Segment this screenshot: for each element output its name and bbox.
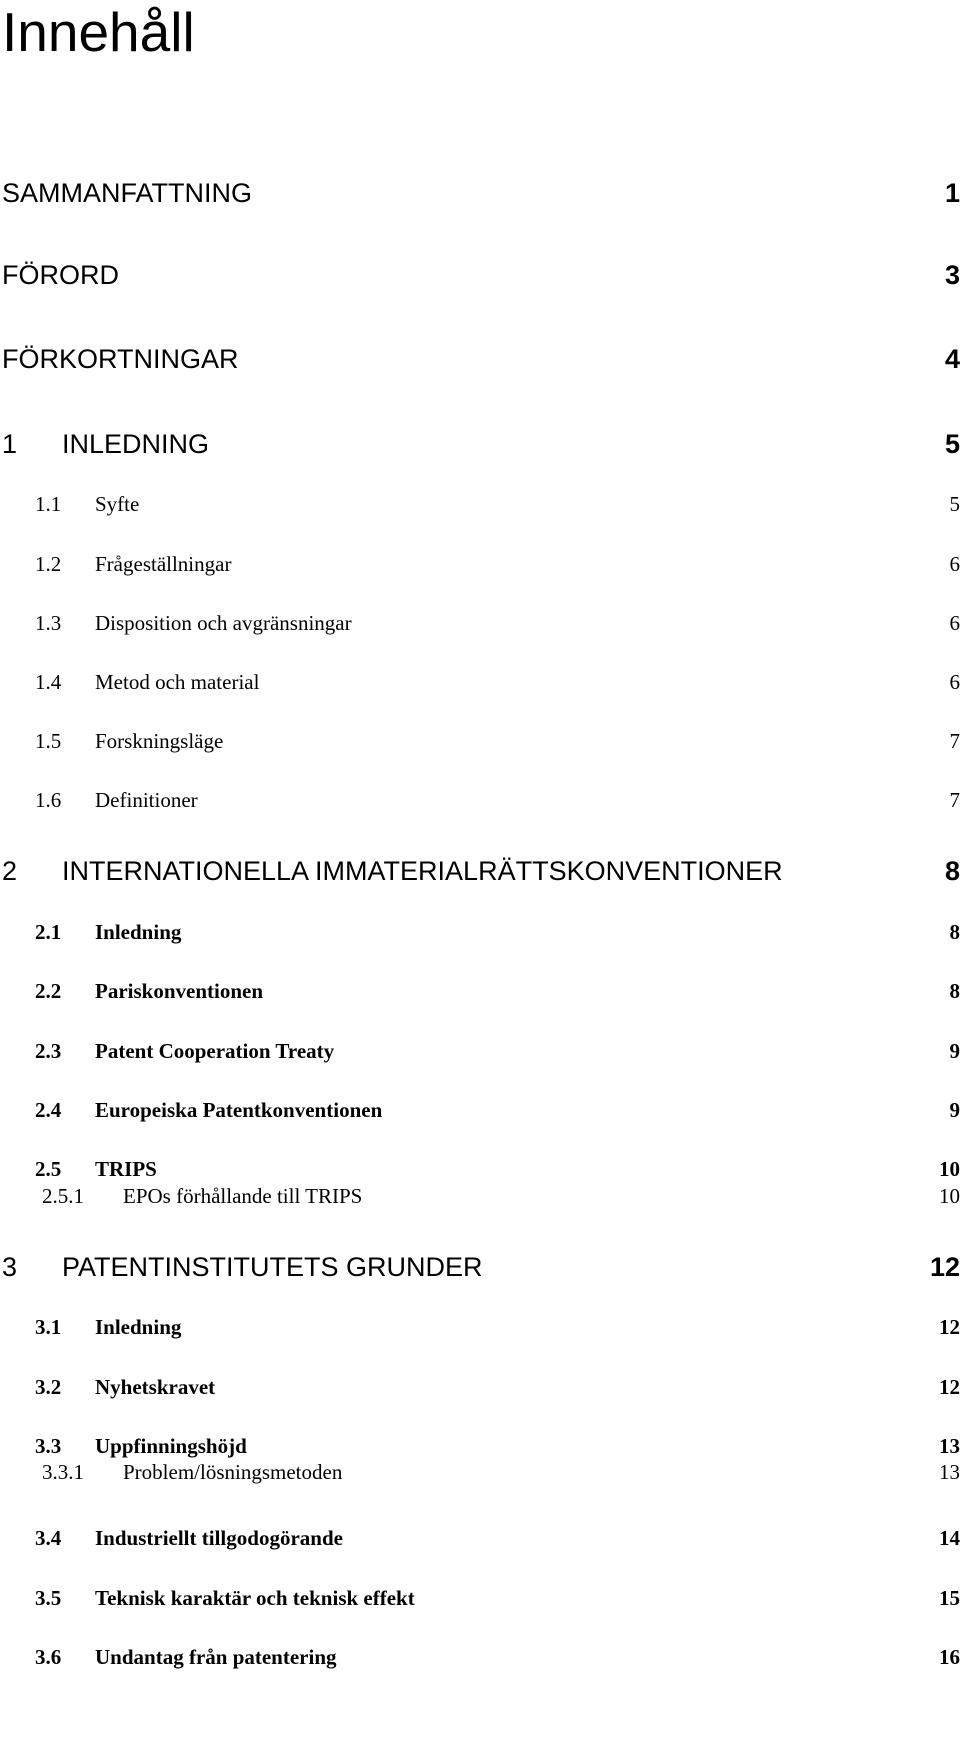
toc-page-number: 13 xyxy=(939,1460,960,1484)
toc-number: 1.3 xyxy=(35,611,62,635)
toc-number: 3.2 xyxy=(35,1375,62,1399)
toc-number: 2.3 xyxy=(35,1039,62,1063)
toc-entry xyxy=(0,1432,960,1460)
toc-label: Metod och material xyxy=(95,670,260,694)
toc-number: 3.1 xyxy=(35,1315,62,1339)
toc-label: Europeiska Patentkonventionen xyxy=(95,1098,383,1122)
toc-entry xyxy=(0,1524,960,1552)
toc-label: Pariskonventionen xyxy=(95,979,264,1003)
toc-page-number: 4 xyxy=(944,344,960,374)
toc-label: FÖRKORTNINGAR xyxy=(2,344,239,374)
toc-page-number: 12 xyxy=(939,1375,960,1399)
toc-number: 2 xyxy=(2,856,18,886)
toc-page-number: 13 xyxy=(939,1434,960,1458)
toc-page-number: 9 xyxy=(949,1098,960,1122)
toc-entry xyxy=(0,1155,960,1183)
toc-page-number: 12 xyxy=(939,1315,960,1339)
toc-entry xyxy=(0,727,960,755)
toc-number: 2.4 xyxy=(35,1098,62,1122)
toc-number: 3.5 xyxy=(35,1586,62,1610)
toc-page-number: 5 xyxy=(949,492,960,516)
toc-number: 3.4 xyxy=(35,1526,62,1550)
toc-entry xyxy=(0,1313,960,1341)
toc-entry xyxy=(0,609,960,637)
toc-label: INLEDNING xyxy=(62,429,210,459)
toc-number: 1.6 xyxy=(35,788,62,812)
toc-entry xyxy=(0,1250,960,1284)
toc-label: TRIPS xyxy=(95,1157,157,1181)
toc-entry xyxy=(0,786,960,814)
toc-entry xyxy=(0,427,960,461)
toc-page-number: 5 xyxy=(944,429,960,459)
toc-label: INTERNATIONELLA IMMATERIALRÄTTSKONVENTIONER xyxy=(62,856,783,886)
toc-label: Forskningsläge xyxy=(95,729,224,753)
toc-number: 3.3.1 xyxy=(42,1460,84,1484)
toc-page-number: 8 xyxy=(949,979,960,1003)
toc-label: Nyhetskravet xyxy=(95,1375,216,1399)
toc-label: Inledning xyxy=(95,1315,182,1339)
toc-page-number: 7 xyxy=(949,788,960,812)
toc-page-number: 14 xyxy=(939,1526,960,1550)
toc-entry xyxy=(0,176,960,210)
toc-entry xyxy=(0,1037,960,1065)
toc-label: Industriellt tillgodogörande xyxy=(95,1526,343,1550)
toc-number: 1.5 xyxy=(35,729,62,753)
toc-entry xyxy=(0,918,960,946)
toc-label: Syfte xyxy=(95,492,140,516)
toc-label: EPOs förhållande till TRIPS xyxy=(123,1184,363,1208)
toc-number: 1 xyxy=(2,429,18,459)
toc-label: Uppfinningshöjd xyxy=(95,1434,247,1458)
toc-entry xyxy=(0,342,960,376)
toc-number: 3 xyxy=(2,1252,18,1282)
toc-entry xyxy=(0,977,960,1005)
toc-number: 2.2 xyxy=(35,979,62,1003)
toc-number: 3.3 xyxy=(35,1434,62,1458)
toc-label: Teknisk karaktär och teknisk effekt xyxy=(95,1586,415,1610)
toc-label: PATENTINSTITUTETS GRUNDER xyxy=(62,1252,483,1282)
toc-entry xyxy=(0,1096,960,1124)
toc-label: Undantag från patentering xyxy=(95,1645,337,1669)
toc-page-number: 9 xyxy=(949,1039,960,1063)
toc-page-number: 12 xyxy=(929,1252,960,1282)
toc-entry xyxy=(0,1182,960,1210)
toc-page-number: 6 xyxy=(949,670,960,694)
toc-page-number: 8 xyxy=(944,856,960,886)
toc-page-number: 1 xyxy=(944,178,960,208)
toc-number: 1.2 xyxy=(35,552,62,576)
toc-entry xyxy=(0,854,960,888)
toc-label: SAMMANFATTNING xyxy=(2,178,253,208)
toc-number: 2.5 xyxy=(35,1157,62,1181)
toc-entry xyxy=(0,490,960,518)
toc-page-number: 6 xyxy=(949,552,960,576)
toc-page-number: 6 xyxy=(949,611,960,635)
toc-label: Inledning xyxy=(95,920,182,944)
toc-label: Patent Cooperation Treaty xyxy=(95,1039,335,1063)
toc-label: Frågeställningar xyxy=(95,552,232,576)
toc-entry xyxy=(0,1643,960,1671)
toc-number: 1.4 xyxy=(35,670,62,694)
toc-page-number: 16 xyxy=(939,1645,960,1669)
toc-label: Problem/lösningsmetoden xyxy=(123,1460,343,1484)
toc-page-number: 3 xyxy=(944,260,960,290)
toc-page-number: 7 xyxy=(949,729,960,753)
page-title: Innehåll xyxy=(2,1,195,63)
toc-page-number: 10 xyxy=(939,1184,960,1208)
toc-entry xyxy=(0,668,960,696)
toc-number: 1.1 xyxy=(35,492,62,516)
toc-entry xyxy=(0,258,960,292)
toc-label: FÖRORD xyxy=(2,260,119,290)
toc-number: 2.1 xyxy=(35,920,62,944)
toc-entry xyxy=(0,1458,960,1486)
toc-page-number: 10 xyxy=(939,1157,960,1181)
toc-entry xyxy=(0,1584,960,1612)
toc-page-number: 8 xyxy=(949,920,960,944)
toc-number: 3.6 xyxy=(35,1645,62,1669)
toc-label: Definitioner xyxy=(95,788,198,812)
toc-number: 2.5.1 xyxy=(42,1184,84,1208)
toc-label: Disposition och avgränsningar xyxy=(95,611,352,635)
toc-entry xyxy=(0,1373,960,1401)
toc-entry xyxy=(0,550,960,578)
toc-page-number: 15 xyxy=(939,1586,960,1610)
